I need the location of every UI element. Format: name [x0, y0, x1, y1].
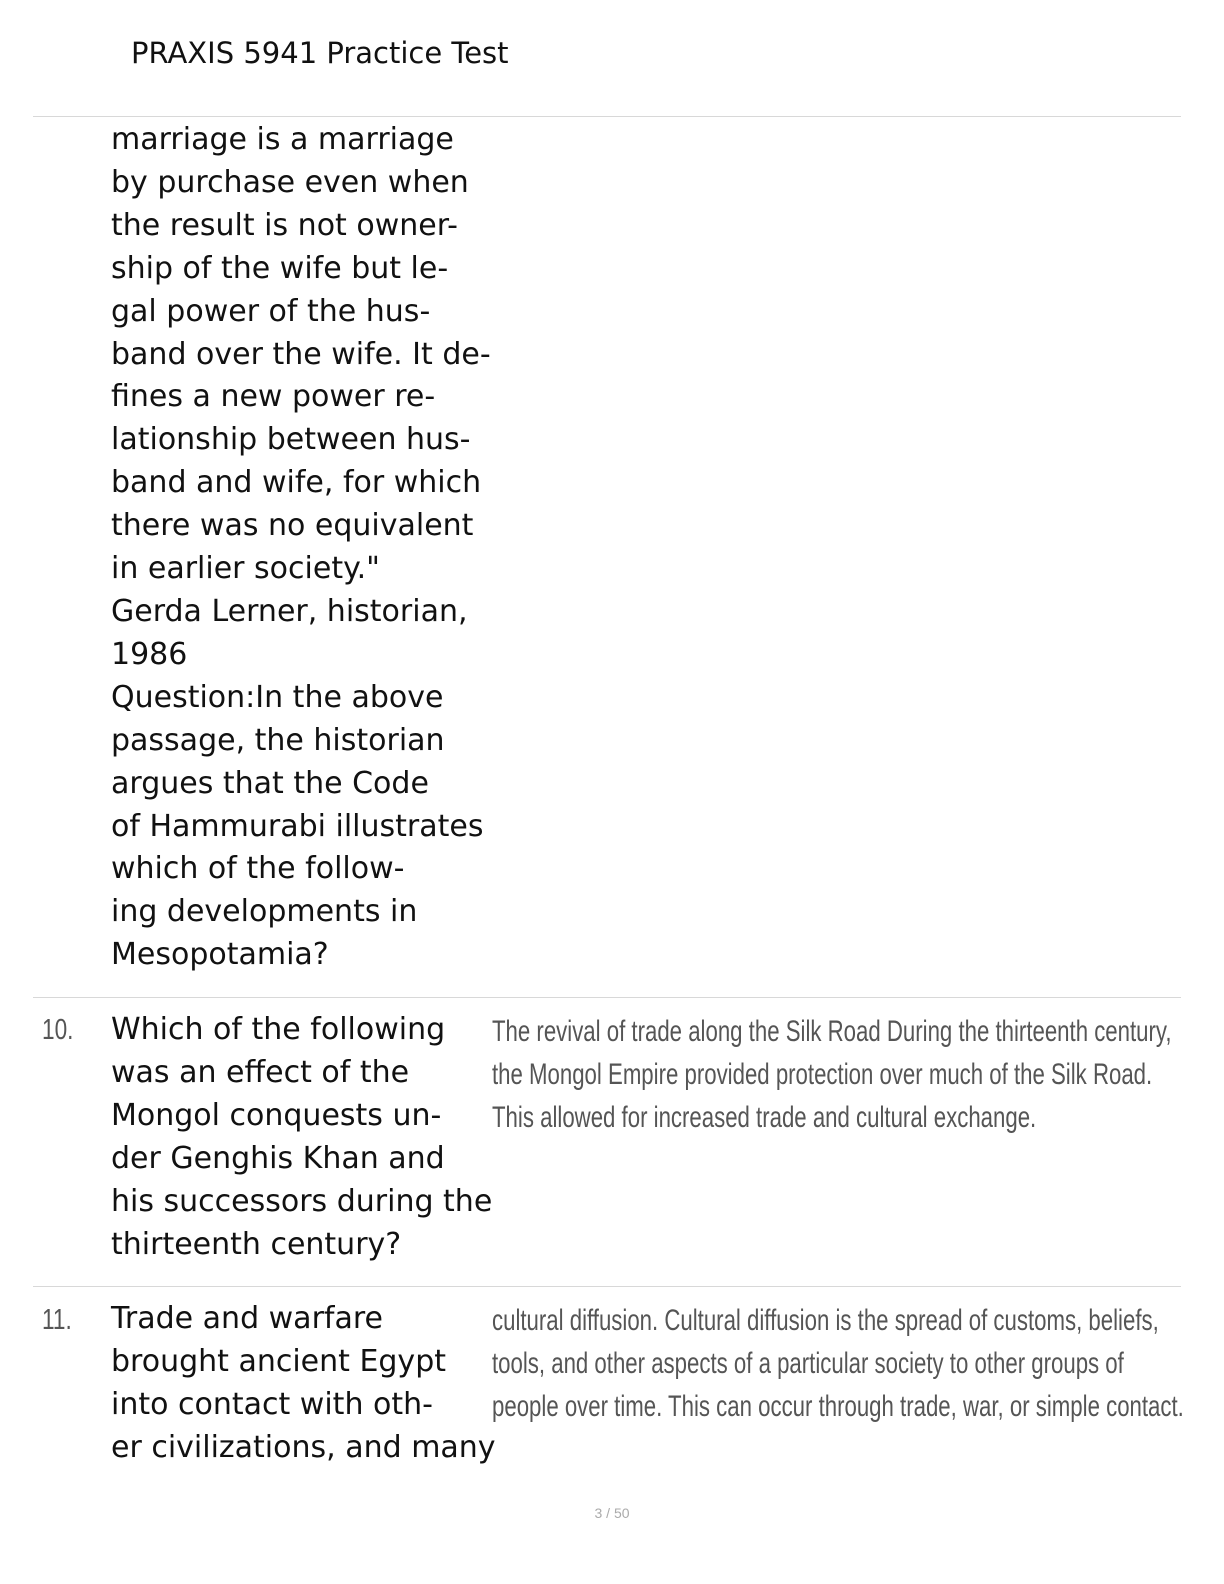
text-line: the result is not owner- — [111, 207, 458, 243]
text-line: Which of the following — [111, 1012, 446, 1047]
text-line: Mesopotamia? — [111, 937, 329, 973]
text-line: This allowed for increased trade and cultural exchange. — [492, 1101, 1037, 1134]
page-number: 3 / 50 — [594, 1505, 630, 1521]
text-line: Question:In the above — [111, 679, 444, 715]
text-line: passage, the historian — [111, 722, 445, 758]
question-11-text — [111, 1298, 496, 1470]
page-header-title: PRAXIS 5941 Practice Test — [131, 36, 509, 70]
text-line: by purchase even when — [111, 164, 469, 200]
text-line: tools, and other aspects of a particular society to other groups of — [492, 1347, 1124, 1380]
row-divider — [33, 1286, 1181, 1287]
text-line: lationship between hus- — [111, 422, 471, 458]
text-line: argues that the Code — [111, 765, 429, 801]
text-line: was an effect of the — [111, 1054, 410, 1090]
text-line: in earlier society." — [111, 551, 380, 587]
text-line: gal power of the hus- — [111, 293, 431, 329]
text-line: his successors during the — [111, 1183, 493, 1219]
text-line: 1986 — [111, 636, 188, 672]
text-line: Mongol conquests un- — [111, 1097, 442, 1133]
text-line: Gerda Lerner, historian, — [111, 593, 468, 629]
text-line: people over time. This can occur through trade, war, or simple contact. — [492, 1390, 1184, 1423]
text-line: ing developments in — [111, 894, 418, 930]
text-line: into contact with oth- — [111, 1386, 433, 1422]
question-10-answer — [492, 1010, 1172, 1139]
text-line: cultural diffusion. Cultural diffusion is the spread of customs, beliefs, — [492, 1304, 1159, 1337]
text-line: Trade and warfare — [111, 1301, 383, 1336]
row-divider — [33, 997, 1181, 998]
text-line: er civilizations, and many — [111, 1429, 496, 1465]
text-line: The revival of trade along the Silk Road During the thirteenth century, — [492, 1015, 1172, 1048]
text-line: there was no equivalent — [111, 508, 474, 544]
question-number: 11. — [42, 1304, 72, 1336]
header-divider — [33, 116, 1181, 117]
text-line: the Mongol Empire provided protection over much of the Silk Road. — [492, 1058, 1153, 1091]
text-line: der Genghis Khan and — [111, 1140, 445, 1176]
question-11-answer — [492, 1299, 1184, 1428]
text-line: fines a new power re- — [111, 379, 436, 415]
text-line: of Hammurabi illustrates — [111, 808, 484, 844]
text-line: band over the wife. It de- — [111, 336, 491, 372]
text-line: ship of the wife but le- — [111, 250, 449, 286]
text-line: band and wife, for which — [111, 465, 482, 501]
question-number: 10. — [42, 1014, 74, 1046]
question-9-continuation — [111, 119, 491, 977]
text-line: thirteenth century? — [111, 1226, 402, 1262]
text-line: brought ancient Egypt — [111, 1343, 446, 1379]
text-line: which of the follow- — [111, 851, 405, 887]
text-line: marriage is a marriage — [111, 122, 454, 157]
question-10-text — [111, 1009, 491, 1266]
